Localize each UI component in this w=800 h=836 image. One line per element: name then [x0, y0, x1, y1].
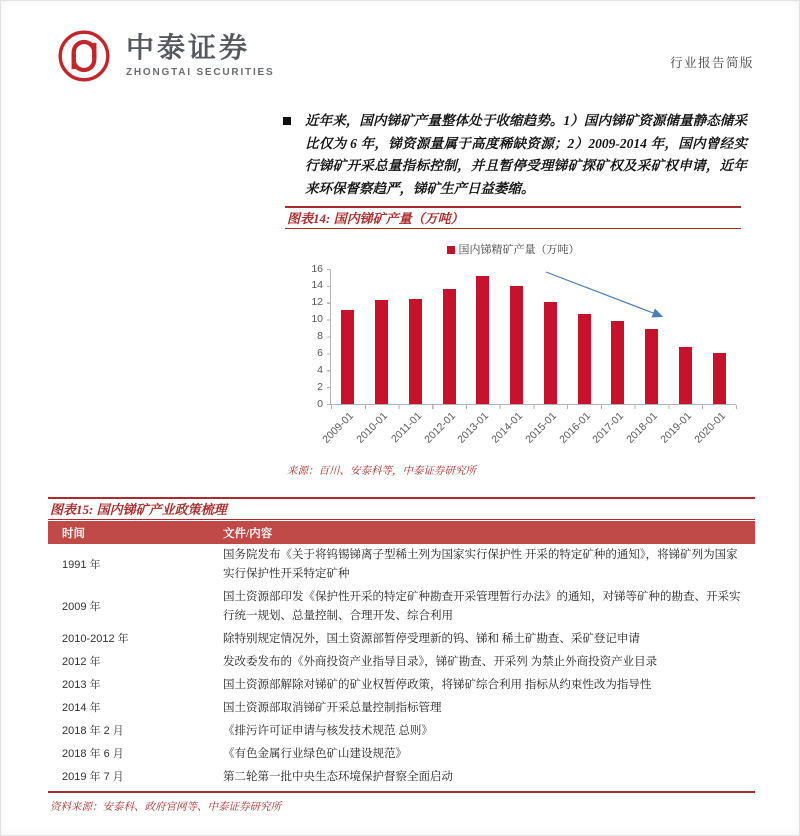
bar-2013-01: [476, 276, 489, 404]
policy-time: 2018 年 2 月: [62, 725, 124, 737]
x-axis-ticks: [331, 405, 737, 409]
table-header-row: [48, 521, 755, 544]
summary-paragraph: [283, 110, 747, 200]
bar-2012-01: [443, 289, 456, 404]
chart-legend: [285, 241, 741, 257]
bar-2011-01: [409, 299, 422, 404]
bar-2019-01: [679, 347, 692, 404]
policy-time: 2013 年: [62, 679, 101, 691]
x-tick-label: 2015-01: [523, 410, 559, 446]
legend-label: 国内锑精矿产量（万吨）: [458, 244, 580, 256]
y-tick-label: 14: [311, 279, 323, 292]
policy-row: [48, 674, 755, 697]
brand-name-en: ZHONGTAI SECURITIES: [126, 67, 275, 78]
brand-block: [56, 28, 274, 84]
column-header-time: 时间: [62, 527, 85, 540]
policy-time: 2010-2012 年: [62, 633, 129, 645]
antimony-production-chart: [285, 229, 741, 455]
x-tick-label: 2013-01: [455, 410, 492, 446]
x-tick-label: 2011-01: [388, 410, 424, 446]
x-tick-label: 2017-01: [590, 410, 627, 446]
y-tick-label: 6: [317, 346, 323, 359]
policy-row: [48, 651, 755, 674]
y-tick-label: 12: [311, 296, 323, 309]
policy-content: 第二轮第一批中央生态环境保护督察全面启动: [223, 771, 453, 783]
policy-time: 2019 年 7 月: [62, 771, 124, 783]
figure-15-source: 资料来源：安泰科、政府官网等、中泰证券研究所: [50, 802, 281, 813]
figure-14: [285, 206, 741, 478]
bar-2014-01: [510, 286, 523, 404]
table-bottom-rule: [48, 791, 755, 793]
summary-text: 近年来，国内锑矿产量整体处于收缩趋势。1）国内锑矿资源储量静态储采比仅为 6 年，锑资源量属于高度稀缺资源；2）2009-2014 年，国内曾经实行锑矿开采总量指标控制，并且暂停受理锑矿探矿权及采矿权申请，近年来环保督察趋严，锑矿生产日益萎缩。: [305, 113, 747, 196]
policy-row: [48, 586, 755, 628]
brand-name-cn: 中泰证券: [126, 33, 251, 64]
policy-time: 2018 年 6 月: [62, 748, 124, 760]
policy-content: 除特别规定情况外，国土资源部暂停受理新的钨、锑和 稀土矿勘查、采矿登记申请: [223, 633, 640, 645]
y-tick-label: 4: [317, 363, 323, 376]
figure-14-source: 来源：百川、安泰科等，中泰证券研究所: [287, 466, 476, 477]
x-tick-label: 2012-01: [421, 410, 458, 446]
report-type-label: 行业报告简版: [669, 56, 754, 70]
policy-row: [48, 628, 755, 651]
x-tick-label: 2016-01: [556, 410, 593, 446]
y-tick-label: 10: [311, 313, 323, 326]
y-tick-label: 8: [317, 330, 323, 342]
policy-content: 国土资源部印发《保护性开采的特定矿种勘查开采管理暂行办法》的通知，对锑等矿种的勘查、开采实 行统一规划、总量控制、合理开发、综合利用: [223, 591, 741, 622]
bar-2020-01: [713, 353, 726, 404]
figure-15-title: 图表15: 国内锑矿产业政策梳理: [50, 502, 227, 517]
policy-row: [48, 697, 755, 720]
bar-2010-01: [375, 300, 388, 404]
y-tick-label: 16: [311, 262, 323, 275]
policy-content: 《有色金属行业绿色矿山建设规范》: [223, 748, 407, 760]
legend-swatch-icon: [447, 246, 455, 254]
policy-time: 2012 年: [62, 656, 101, 668]
policy-time: 2009 年: [62, 600, 101, 613]
x-tick-label: 2010-01: [354, 410, 391, 446]
policy-row: [48, 720, 755, 743]
figure-15: [48, 497, 755, 814]
bar-2015-01: [544, 302, 557, 404]
bullet-square-icon: [283, 117, 291, 125]
x-tick-label: 2009-01: [320, 410, 357, 446]
policy-content: 发改委发布的《外商投资产业指导目录》，锑矿勘查、开采列 为禁止外商投资产业目录: [223, 656, 658, 668]
policy-time: 2014 年: [62, 702, 101, 714]
bar-2016-01: [578, 314, 591, 404]
brand-text: [126, 34, 274, 78]
policy-row: [48, 544, 755, 586]
column-header-content: 文件/内容: [223, 527, 273, 540]
chart-plot-area: [311, 262, 736, 446]
bar-2018-01: [645, 329, 658, 404]
table-title-rule: [48, 519, 755, 520]
policy-row: [48, 766, 755, 789]
table-body: [48, 544, 755, 789]
zhongtai-logo-icon: [56, 28, 112, 84]
policy-content: 国土资源部取消锑矿开采总量控制指标管理: [223, 702, 442, 714]
policy-row: [48, 743, 755, 766]
bar-2017-01: [611, 321, 624, 404]
policy-content: 《排污许可证申请与核发技术规范 总则》: [223, 725, 433, 737]
bar-2009-01: [341, 310, 354, 405]
x-tick-label: 2018-01: [624, 410, 661, 446]
trend-arrow-icon: [331, 269, 736, 404]
x-tick-label: 2020-01: [691, 410, 728, 446]
policy-content: 国务院发布《关于将钨锡锑离子型稀土列为国家实行保护性 开采的特定矿种的通知》，将锑矿列为国家实行保护性开采特定矿种: [223, 549, 738, 580]
y-tick-label: 2: [317, 380, 323, 393]
x-tick-label: 2014-01: [489, 410, 526, 446]
figure-14-title: 图表14: 国内锑矿产量（万吨）: [287, 211, 464, 226]
y-tick-label: 0: [317, 397, 323, 410]
policy-time: 1991 年: [62, 558, 101, 571]
policy-content: 国土资源部解除对锑矿的矿业权暂停政策，将锑矿综合利用 指标从约束性改为指导性: [223, 679, 652, 691]
x-tick-label: 2019-01: [658, 410, 694, 446]
